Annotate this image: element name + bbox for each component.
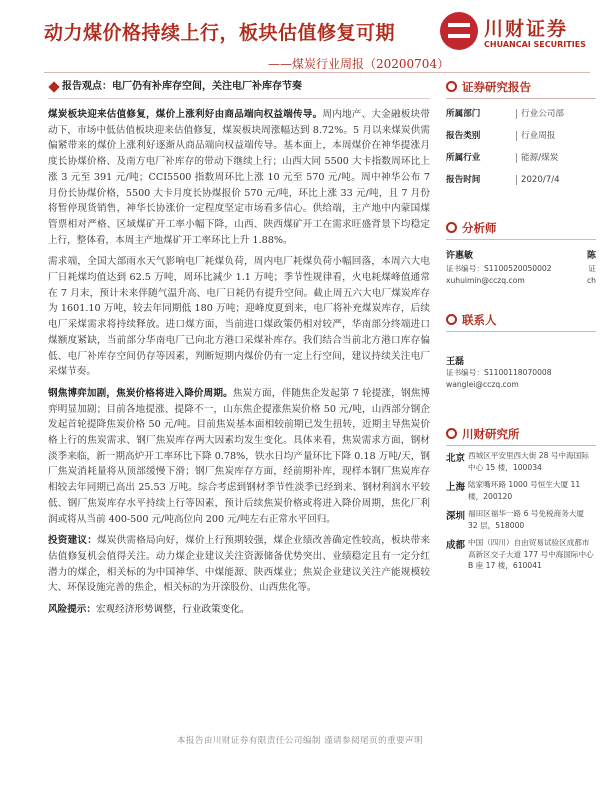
section-circle-icon <box>446 428 457 439</box>
contact-name: 王磊 <box>446 357 465 367</box>
paragraph-lead: 投资建议： <box>48 535 98 547</box>
info-label: 报告时间 <box>446 175 481 185</box>
section-title: 分析师 <box>462 221 497 235</box>
paragraph-lead: 钢焦博弈加剧，焦炭价格将进入降价周期。 <box>48 387 233 399</box>
report-title: 动力煤价格持续上行，板块估值修复可期 <box>44 22 396 44</box>
info-row-category <box>446 125 596 147</box>
office-city: 成都 <box>446 540 466 551</box>
section-divider <box>446 239 596 240</box>
diamond-bullet-icon <box>48 81 59 92</box>
section-circle-icon <box>446 222 457 233</box>
report-section-heading <box>446 78 596 96</box>
info-row-industry <box>446 147 596 169</box>
analyst-name: 许惠敏 <box>446 251 474 261</box>
info-label: 所属部门 <box>446 109 481 119</box>
office-city: 北京 <box>446 453 466 464</box>
section-circle-icon <box>446 81 457 92</box>
contact-cert: 证书编号：S1100118070008 <box>446 368 552 377</box>
paragraph-lead: 煤炭板块迎来估值修复，煤价上涨利好由商品端向权益端传导。 <box>48 109 323 120</box>
section-title: 川财研究所 <box>462 427 520 441</box>
analyst-cert: 证书编号：S1100520050002 <box>446 264 552 273</box>
info-value: 能源/煤炭 <box>516 153 558 163</box>
paragraph-body: 煤炭供需格局向好，煤价上行预期较强，煤企业绩改善确定性较高，板块带来估值修复机会值得关注。动力煤企业建议关注资源储备优势突出、业绩稳定且有一定分红潜力的煤企，相关标的为中国神华、中煤能源、陕西煤业；焦炭企业建议关注产能规模较大、环保设施完善的焦企，相关标的为开滦股份、山西焦化等。 <box>48 535 431 594</box>
office-address: 福田区福华一路 6 号免税商务大厦 32 层，518000 <box>468 509 584 530</box>
paragraph-demand <box>48 254 430 380</box>
key-point <box>48 78 430 96</box>
header-divider <box>44 72 590 73</box>
logo-english-name: CHUANCAI SECURITIES <box>484 40 586 49</box>
analyst-cert-secondary: 证 <box>588 264 596 273</box>
report-subtitle: ——煤炭行业周报（20200704） <box>268 57 450 71</box>
section-title: 联系人 <box>462 313 497 327</box>
office-city: 上海 <box>446 482 466 493</box>
office-shanghai <box>446 479 596 502</box>
key-point-text: 电厂仍有补库存空间，关注电厂补库存节奏 <box>112 81 302 92</box>
sidebar <box>446 78 596 578</box>
office-city: 深圳 <box>446 511 466 522</box>
office-address: 陆家嘴环路 1000 号恒生大厦 11 楼，200120 <box>468 480 581 501</box>
analyst-email[interactable]: xuhuimin@cczq.com <box>446 276 525 285</box>
risk-warning <box>48 602 430 618</box>
info-label: 所属行业 <box>446 153 481 163</box>
footer-disclaimer: 本报告由川财证券有限责任公司编制 谨请参阅尾页的重要声明 <box>176 736 424 746</box>
contact-email[interactable]: wanglei@cczq.com <box>446 380 519 389</box>
info-label: 报告类别 <box>446 131 481 141</box>
info-value: 行业公司部 <box>516 109 564 119</box>
logo-mark-icon <box>440 12 478 50</box>
office-address: 西城区平安里西大街 28 号中海国际中心 15 楼，100034 <box>468 451 589 472</box>
logo-name: 川财证券 <box>484 18 569 40</box>
paragraph-body: 周内地产、大金融板块带动下，市场中低估值板块迎来估值修复，煤炭板块周涨幅达到 8.72%。5 月以来煤炭供需偏紧带来的煤价上涨利好逐渐从商品端向权益端传导。基本面上，本周煤价在神华提涨月度长协煤价格、及南方电厂补库存的带动下继续上行；山西大同 5500 大卡指数周环比上涨 3 元至 391 元/吨；CCI5500 指数周环比上涨 10 元至 570 元/吨。周中神华公布 7 月份长协煤价格，5500 大卡月度长协煤报价 570 元/吨，环比上涨 33 元/吨，且 7 月份将暂停现货销售，神华长协涨价一定程度坚定市场看多信心。供给端，主产地中内蒙国煤管票相对严格、区域煤矿开工率小幅下降，山西、陕西煤矿开工在需求旺盛背景下均稳定上行，整体看，本周主产地煤矿开工率环比上升 1.88%。 <box>48 109 431 246</box>
section-title: 证券研究报告 <box>462 80 531 94</box>
paragraph-body: 需求端，全国大部雨水天气影响电厂耗煤负荷，周内电厂耗煤负荷小幅回落，本周六大电厂日耗煤均值达到 62.5 万吨，周环比减少 1.1 万吨；季节性规律看，火电耗煤峰值通常在 7 月末，预计未来伴随气温升高、电厂日耗仍有提升空间。截止周五六大电厂煤炭库存为 1601.10 万吨，较去年同期低 180 万吨；迎峰度夏到来，电厂将补充煤炭库存，后续电厂采煤需求将持续释放。进口煤方面，当前进口煤政策仍相对较严，华南部分终端进口煤额度紧缺，当前部分华南电厂已向北方港口采煤补库存。我们结合当前北方港口库存偏低、电厂补库存空间仍存等因素，判断短期内煤价仍有一定上行空间，建议持续关注电厂采煤节奏。 <box>48 256 430 378</box>
research-section-heading <box>446 425 596 443</box>
analyst-name-secondary: 陈 <box>586 251 596 261</box>
analyst-emails <box>446 275 596 287</box>
paragraph-investment <box>48 533 430 596</box>
main-content <box>48 78 430 618</box>
office-chengdu <box>446 537 596 572</box>
section-divider <box>446 445 596 446</box>
section-circle-icon <box>446 314 457 325</box>
section-divider <box>446 98 596 99</box>
office-shenzhen <box>446 508 596 531</box>
company-logo <box>440 10 590 54</box>
analyst-section-heading <box>446 219 596 237</box>
info-row-date <box>446 169 596 191</box>
analyst-email-secondary[interactable]: ch <box>587 276 596 285</box>
info-value: 行业周报 <box>516 131 555 141</box>
key-point-label: 报告观点： <box>62 81 112 92</box>
office-beijing <box>446 450 596 473</box>
contact-section-heading <box>446 311 596 329</box>
analyst-names <box>446 248 596 261</box>
info-row-department <box>446 103 596 125</box>
risk-text: 宏观经济形势调整，行业政策变化。 <box>95 604 250 616</box>
key-point-divider <box>48 98 430 99</box>
risk-label: 风险提示： <box>48 604 96 616</box>
info-value: 2020/7/4 <box>516 175 560 185</box>
paragraph-coal-valuation <box>48 107 430 248</box>
paragraph-coke <box>48 386 430 527</box>
office-address: 中国（四川）自由贸易试验区成都市高新区交子大道 177 号中海国际中心 B 座 17 楼，610041 <box>468 538 594 570</box>
analyst-certs <box>446 263 596 275</box>
paragraph-body: 焦炭方面，伴随焦企发起第 7 轮提涨，钢焦博弈明显加剧；目前各地提涨、提降不一，山东焦企提涨焦炭价格 50 元/吨，山西部分钢企发起首轮提降焦炭价格 50 元/吨。目前焦炭基本面相较前期已发生扭转，近期主导焦炭价格上行的焦炭需求、钢厂焦炭库存两大因素均发生变化。具体来看，焦炭需求方面，钢材淡季来临，新一期高炉开工率环比下降 0.78%，铁水日均产量环比下降 0.18 万吨/天，钢厂焦炭消耗量将从顶部缓慢下滑；钢厂焦炭库存方面，经前期补库，现样本钢厂焦炭库存相较去年同期已高出 25.53 万吨。综合考虑到钢材季节性淡季已经到来、钢材利润水平较低、钢厂焦炭库存水平持续上行等因素，预计后续焦炭价格或将进入降价周期，焦化厂利润或将从当前 400-500 元/吨高位向 200 元/吨左右正常水平回归。 <box>48 387 431 525</box>
section-divider <box>446 331 596 332</box>
